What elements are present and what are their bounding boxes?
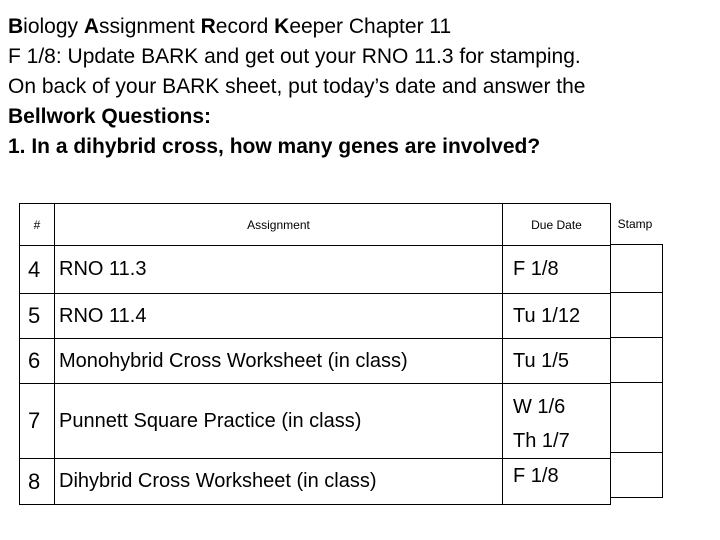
row-assignment: RNO 11.4	[55, 294, 503, 339]
bellwork-question: 1. In a dihybrid cross, how many genes are involved?	[8, 135, 541, 158]
column-header-number: #	[20, 204, 55, 246]
title-word-rest: ecord	[215, 15, 275, 38]
table-row	[20, 294, 611, 339]
column-header-assignment: Assignment	[55, 204, 503, 246]
stamp-column	[610, 244, 663, 498]
row-number: 4	[20, 246, 55, 294]
due-date-line: Th 1/7	[513, 430, 570, 452]
row-due-date: Tu 1/5	[503, 339, 611, 384]
table-row	[20, 459, 611, 505]
table-row	[20, 246, 611, 294]
table-row	[20, 339, 611, 384]
row-number: 8	[20, 459, 55, 505]
stamp-divider	[611, 382, 662, 383]
row-number: 5	[20, 294, 55, 339]
row-assignment: Dihybrid Cross Worksheet (in class)	[55, 459, 503, 505]
due-date-line: W 1/6	[513, 396, 566, 418]
row-number: 7	[20, 384, 55, 459]
row-due-date: F 1/8	[503, 459, 611, 505]
title-initial-a: A	[83, 15, 100, 38]
title-word-rest: iology	[23, 15, 84, 38]
bellwork-heading: Bellwork Questions:	[8, 105, 212, 128]
assignment-record-table	[19, 203, 611, 505]
assignment-header	[8, 12, 708, 162]
stamp-divider	[611, 337, 662, 338]
row-assignment: RNO 11.3	[55, 246, 503, 294]
instruction-line: On back of your BARK sheet, put today’s date and answer the	[8, 75, 586, 98]
title-initial-k: K	[274, 15, 290, 38]
stamp-divider	[611, 292, 662, 293]
row-due-date: Tu 1/12	[503, 294, 611, 339]
table-row	[20, 384, 611, 459]
title-word-rest: ssignment	[99, 15, 201, 38]
title-initial-r: R	[200, 15, 216, 38]
page-title	[8, 12, 708, 42]
stamp-divider	[611, 452, 662, 453]
row-due-date	[503, 384, 611, 459]
row-number: 6	[20, 339, 55, 384]
column-header-due-date: Due Date	[503, 204, 611, 246]
row-assignment: Monohybrid Cross Worksheet (in class)	[55, 339, 503, 384]
title-initial-b: B	[8, 15, 24, 38]
title-word-rest: eeper Chapter 11	[289, 15, 452, 38]
table-header-row	[20, 204, 611, 246]
row-assignment: Punnett Square Practice (in class)	[55, 384, 503, 459]
column-header-stamp: Stamp	[617, 216, 653, 231]
instruction-line: F 1/8: Update BARK and get out your RNO 11.3 for stamping.	[8, 45, 581, 68]
row-due-date: F 1/8	[503, 246, 611, 294]
